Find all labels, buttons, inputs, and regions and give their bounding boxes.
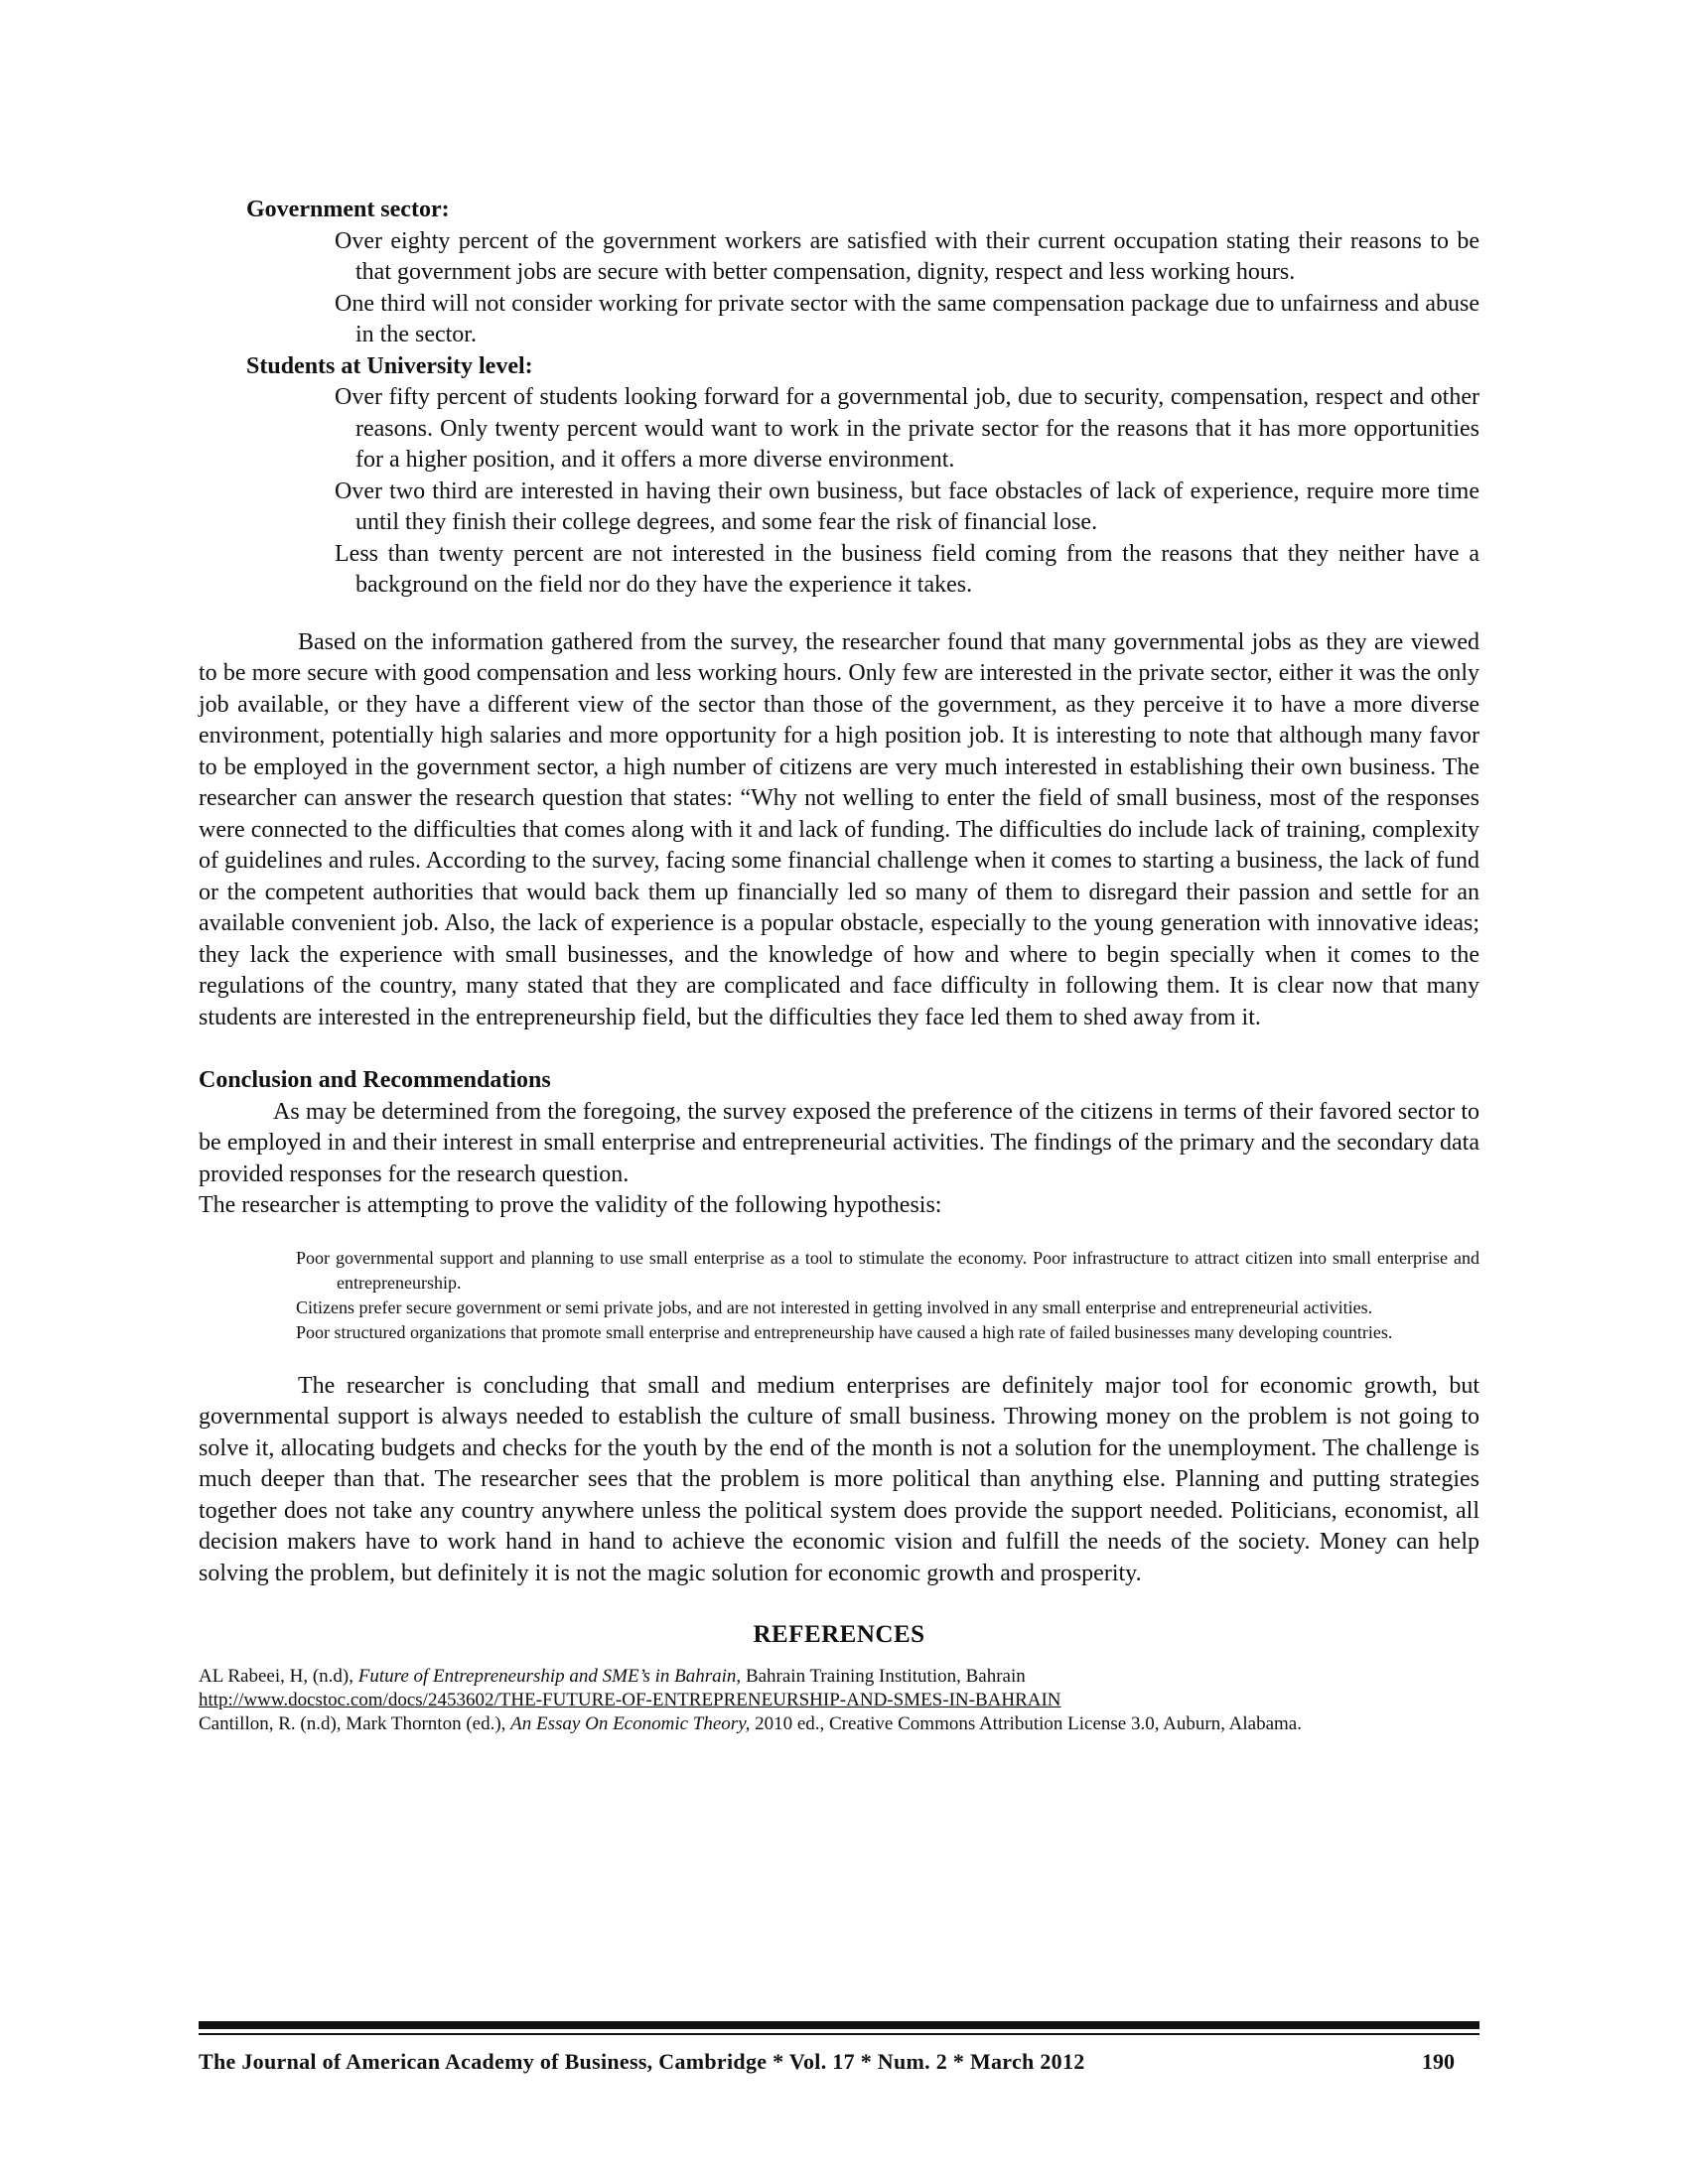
- footer-journal-citation: The Journal of American Academy of Business, Cambridge * Vol. 17 * Num. 2 * March 2012: [199, 2049, 1085, 2074]
- reference-title: An Essay On Economic Theory,: [510, 1712, 751, 1734]
- government-bullet: One third will not consider working for private sector with the same compensation package due to unfairness and abuse in the sector.: [335, 290, 1479, 347]
- section-heading-students: Students at University level:: [246, 352, 533, 379]
- footer-divider-thin: [199, 2033, 1479, 2035]
- final-paragraph: The researcher is concluding that small and medium enterprises are definitely major tool for economic growth, but governmental support is always needed to establish the culture of small business. Throwing money on the problem is not going to solve it, allocating budgets and checks for the youth by the end of the month is not a solution for the unemployment. The challenge is much deeper than that. The researcher sees that the problem is more political than anything else. Planning and putting strategies together does not take any country anywhere unless the political system does provide the support needed. Politicians, economist, all decision makers have to work hand in hand to achieve the economic vision and fulfill the needs of the society. Money can help solving the problem, but definitely it is not the magic solution for economic growth and prosperity.: [199, 1372, 1479, 1586]
- hypothesis-item: Poor governmental support and planning to use small enterprise as a tool to stimulate the economy. Poor infrastructure to attract citizen into small enterprise and entrepreneurship.: [296, 1247, 1479, 1293]
- hypothesis-item: Citizens prefer secure government or semi private jobs, and are not interested in getting involved in any small enterprise and entrepreneurial activities.: [296, 1297, 1373, 1317]
- reference-title: Future of Entrepreneurship and SME’s in Bahrain,: [357, 1665, 742, 1687]
- page-number: 190: [1422, 2049, 1455, 2074]
- section-heading-conclusion: Conclusion and Recommendations: [199, 1067, 551, 1093]
- section-heading-government: Government sector:: [246, 197, 450, 222]
- reference-url-link[interactable]: http://www.docstoc.com/docs/2453602/THE-FUTURE-OF-ENTREPRENEURSHIP-AND-SMES-IN-BAHRAIN: [199, 1689, 1061, 1710]
- reference-item: [199, 1712, 1479, 1736]
- students-bullet: Over two third are interested in having their own business, but face obstacles of lack of experience, require more time until they finish their college degrees, and some fear the risk of financial lose.: [335, 478, 1479, 535]
- references-list: [199, 1665, 1479, 1736]
- reference-authors: Cantillon, R. (n.d), Mark Thornton (ed.),: [199, 1712, 511, 1734]
- reference-authors: AL Rabeei, H, (n.d),: [199, 1665, 358, 1687]
- students-bullet: Less than twenty percent are not interested in the business field coming from the reasons that they neither have a background on the field nor do they have the experience it takes.: [335, 540, 1479, 598]
- government-bullet: Over eighty percent of the government workers are satisfied with their current occupation stating their reasons to be that government jobs are secure with better compensation, dignity, respect and less working hours.: [335, 227, 1479, 285]
- page-content: [199, 195, 1479, 1736]
- hypothesis-intro: The researcher is attempting to prove the validity of the following hypothesis:: [199, 1192, 942, 1218]
- hypothesis-list: [296, 1246, 1479, 1345]
- references-title: REFERENCES: [753, 1621, 925, 1648]
- reference-publisher: 2010 ed., Creative Commons Attribution License 3.0, Auburn, Alabama.: [750, 1712, 1302, 1734]
- hypothesis-item: Poor structured organizations that promote small enterprise and entrepreneurship have caused a high rate of failed businesses many developing countries.: [296, 1321, 1393, 1342]
- conclusion-paragraph: As may be determined from the foregoing, the survey exposed the preference of the citizens in terms of their favored sector to be employed in and their interest in small enterprise and entrepreneurial activities. The findings of the primary and the secondary data provided responses for the research question.: [199, 1098, 1479, 1187]
- analysis-paragraph: Based on the information gathered from the survey, the researcher found that many governmental jobs as they are viewed to be more secure with good compensation and less working hours. Only few are interested in the private sector, either it was the only job available, or they have a different view of the sector than those of the government, as they perceive it to have a more diverse environment, potentially high salaries and more opportunity for a high position job. It is interesting to note that although many favor to be employed in the government sector, a high number of citizens are very much interested in establishing their own business. The researcher can answer the research question that states: “Why not welling to enter the field of small business, most of the responses were connected to the difficulties that comes along with it and lack of funding. The difficulties do include lack of training, complexity of guidelines and rules. According to the survey, facing some financial challenge when it comes to starting a business, the lack of fund or the competent authorities that would back them up financially led so many of them to disregard their passion and settle for an available convenient job. Also, the lack of experience is a popular obstacle, especially to the young generation with innovative ideas; they lack the experience with small businesses, and the knowledge of how and where to begin specially when it comes to the regulations of the country, many stated that they are complicated and face difficulty in following them. It is clear now that many students are interested in the entrepreneurship field, but the difficulties they face led them to shed away from it.: [199, 628, 1479, 1030]
- reference-publisher: Bahrain Training Institution, Bahrain: [741, 1665, 1026, 1687]
- footer-divider-thick: [199, 2021, 1479, 2029]
- reference-item: [199, 1665, 1479, 1689]
- students-bullet: Over fifty percent of students looking forward for a governmental job, due to security, compensation, respect and other reasons. Only twenty percent would want to work in the private sector for the reasons that it has more opportunities for a higher position, and it offers a more diverse environment.: [335, 384, 1479, 473]
